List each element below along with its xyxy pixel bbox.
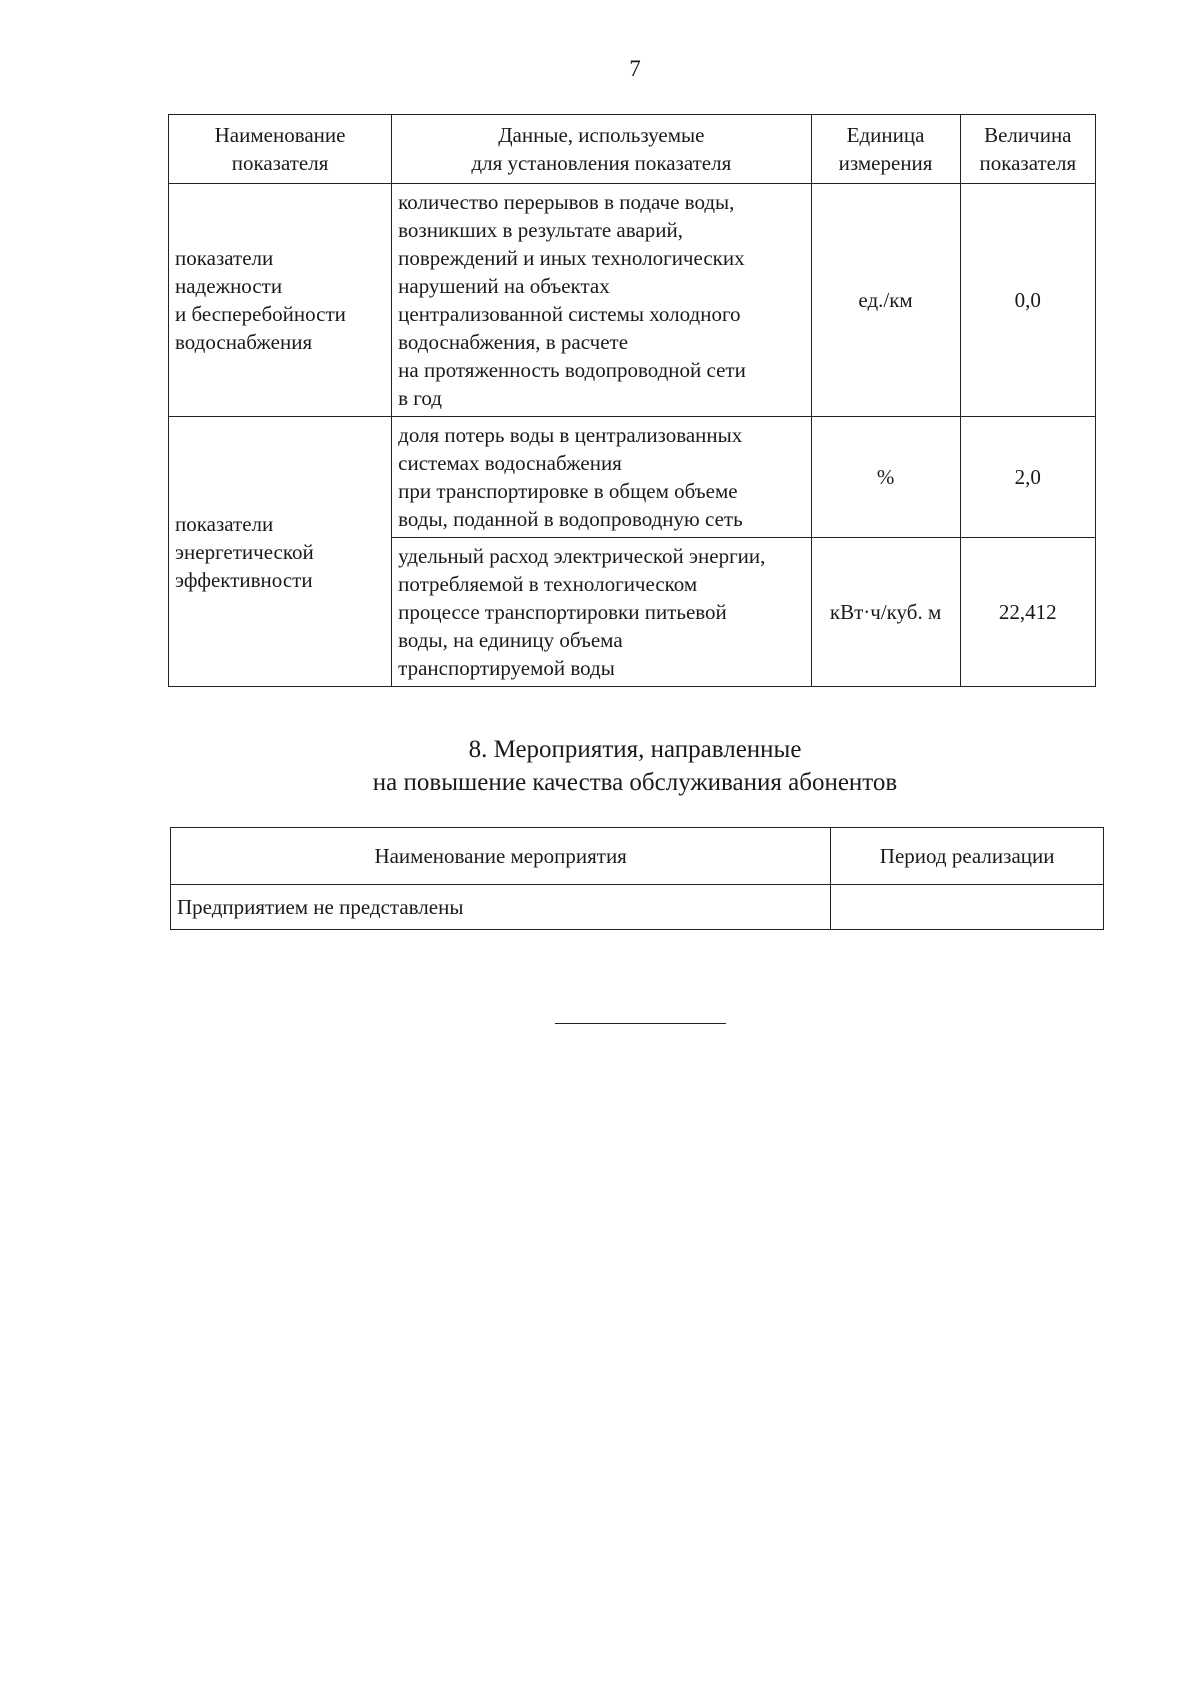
- header-value: Величина показателя: [960, 115, 1095, 184]
- section-title-line-1: 8. Мероприятия, направленные: [468, 736, 802, 763]
- indicator-group-name: показатели энергетической эффективности: [169, 417, 392, 687]
- indicator-unit-cell: кВт·ч/куб. м: [811, 538, 960, 687]
- header-indicator-name: Наименование показателя: [169, 115, 392, 184]
- indicator-data-cell: доля потерь воды в централизованных системах водоснабжения при транспортировке в общем объеме воды, поданной в водопроводную сеть: [392, 417, 811, 538]
- indicators-table: [168, 114, 1096, 687]
- indicator-value-cell: 0,0: [960, 184, 1095, 417]
- header-indicator-data: Данные, используемые для установления показателя: [392, 115, 811, 184]
- table-header-row: [169, 115, 1096, 184]
- indicator-group-name: показатели надежности и бесперебойности водоснабжения: [169, 184, 392, 417]
- measure-period-cell: [831, 885, 1104, 930]
- header-measure-name: Наименование мероприятия: [171, 828, 831, 885]
- measure-name-cell: Предприятием не представлены: [171, 885, 831, 930]
- indicator-data-cell: удельный расход электрической энергии, потребляемой в технологическом процессе транспортировки питьевой воды, на единицу объема транспортируемой воды: [392, 538, 811, 687]
- table-header-row: [171, 828, 1104, 885]
- indicator-value-cell: 22,412: [960, 538, 1095, 687]
- page-number: 7: [629, 56, 641, 81]
- indicator-unit-cell: %: [811, 417, 960, 538]
- header-unit: Единица измерения: [811, 115, 960, 184]
- indicator-value-cell: 2,0: [960, 417, 1095, 538]
- end-divider: [555, 1023, 726, 1024]
- measures-table: [170, 827, 1104, 930]
- table-row: [169, 184, 1096, 417]
- section-title: [0, 733, 1200, 799]
- indicator-data-cell: количество перерывов в подаче воды, возникших в результате аварий, повреждений и иных технологических нарушений на объектах централизованной системы холодного водоснабжения, в расчете на протяженность водопроводной сети в год: [392, 184, 811, 417]
- indicator-unit-cell: ед./км: [811, 184, 960, 417]
- table-row: [169, 417, 1096, 538]
- table-row: [171, 885, 1104, 930]
- section-title-line-2: на повышение качества обслуживания абонентов: [372, 769, 898, 796]
- header-period: Период реализации: [831, 828, 1104, 885]
